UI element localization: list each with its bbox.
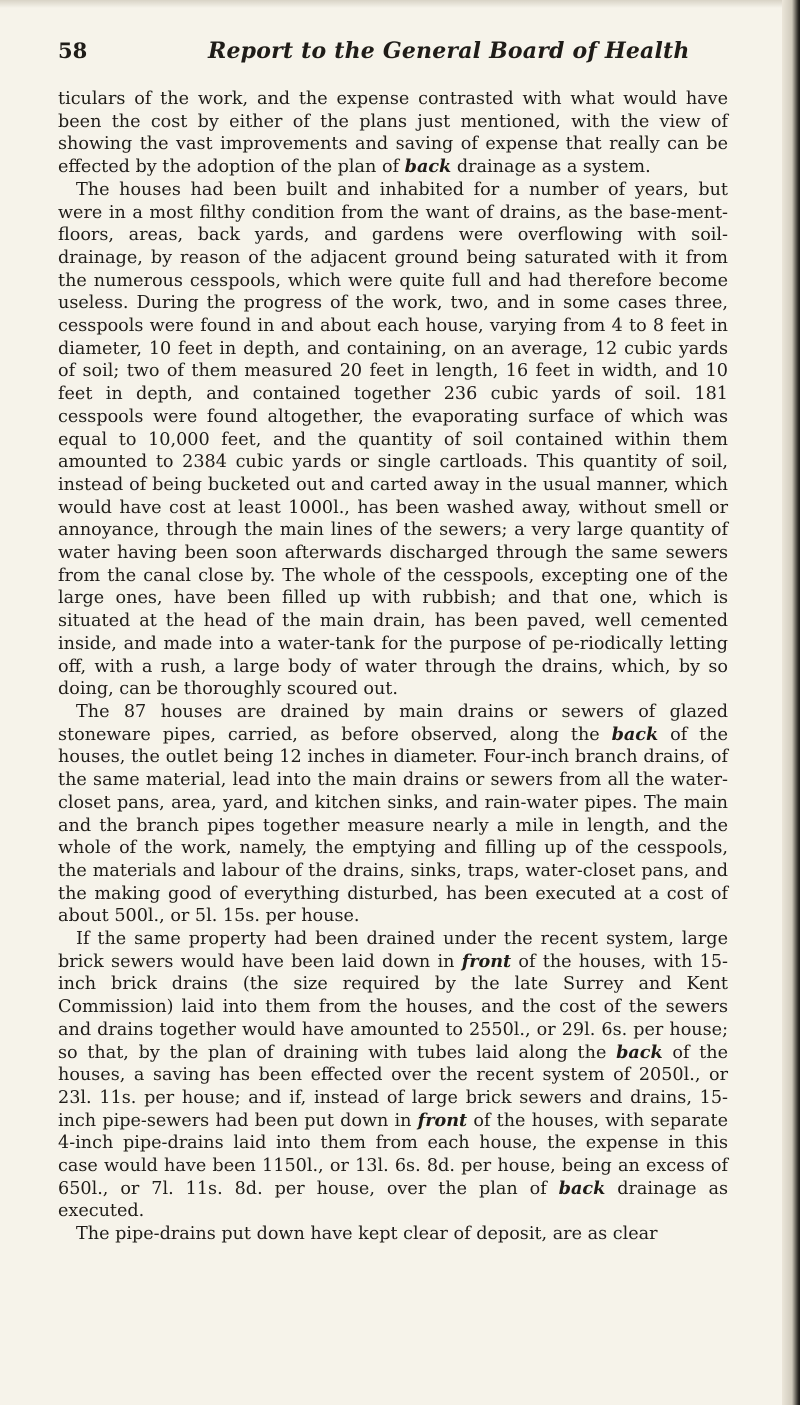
paragraph-4: [58, 928, 728, 1223]
paragraph-2: The houses had been built and inhabited for a number of years, but were in a most filthy condition from the want of drains, as the base-ment-floors, areas, back yards, and gardens were overflowing with soil-drainage, by reason of the adjacent ground being saturated with it from the numerous cesspools, which were quite full and had therefore become useless. During the progress of the work, two, and in some cases three, cesspools were found in and about each house, varying from 4 to 8 feet in diameter, 10 feet in depth, and containing, on an average, 12 cubic yards of soil; two of them measured 20 feet in length, 16 feet in width, and 10 feet in depth, and contained together 236 cubic yards of soil. 181 cesspools were found altogether, the evaporating surface of which was equal to 10,000 feet, and the quantity of soil contained within them amounted to 2384 cubic yards or single cartloads. This quantity of soil, instead of being bucketed out and carted away in the usual manner, which would have cost at least 1000l., has been washed away, without smell or annoyance, through the main lines of the sewers; a very large quantity of water having been soon afterwards discharged through the same sewers from the canal close by. The whole of the cesspools, excepting one of the large ones, have been filled up with rubbish; and that one, which is situated at the head of the main drain, has been paved, well cemented inside, and made into a water-tank for the purpose of pe-riodically letting off, with a rush, a large body of water through the drains, which, by so doing, can be thoroughly scoured out.: [58, 179, 728, 700]
paragraph-1-text-a: ticulars of the work, and the expense contrasted with what would have been the cost by either of the plans just mentioned, with the view of showing the vast improvements and saving of expense that really can be effected by the adoption of the plan of: [58, 89, 728, 178]
scan-binding-edge: [782, 0, 800, 1405]
paragraph-5: The pipe-drains put down have kept clear of deposit, are as clear: [76, 1224, 658, 1245]
paragraph-3-text-b: of the houses, the outlet being 12 inches in diameter. Four-inch branch drains, of the same material, lead into the main drains or sewers from all the water-closet pans, area, yard, and kitchen sinks, and rain-water pipes. The main and the branch pipes together measure nearly a mile in length, and the whole of the work, namely, the emptying and filling up of the cesspools, the materials and labour of the drains, sinks, traps, water-closet pans, and the making good of everything disturbed, has been executed at a cost of about 500l., or 5l. 15s. per house.: [58, 724, 728, 927]
page-body: [58, 88, 728, 1246]
paragraph-1-emphasis: back: [404, 156, 452, 178]
paragraph-4-emphasis-1: front: [461, 950, 512, 972]
paragraph-1-text-b: drainage as a system.: [451, 157, 651, 178]
scan-shadow-top: [0, 0, 800, 8]
running-title: Report to the General Board of Health: [208, 38, 690, 64]
page-number: 58: [58, 38, 88, 63]
paragraph-4-emphasis-2: back: [616, 1041, 663, 1063]
paragraph-4-text-b: of the houses, with 15-inch brick drains (the size required by the late Surrey and Kent Commission) laid into them from the houses, and the cost of the sewers and drains together would have amounted to 2550l., or 29l. 6s. per house; so that, by the plan of draining with tubes laid along the: [58, 951, 728, 1063]
paragraph-4-text-a: If the same property had been drained under the recent system, large brick sewers would have been laid down in: [58, 929, 728, 972]
page-header: [58, 38, 730, 72]
paragraph-4-text-e: drainage as executed.: [58, 1178, 728, 1222]
paragraph-4-text-d: of the houses, with separate 4-inch pipe-drains laid into them from each house, the expense in this case would have been 1150l., or 13l. 6s. 8d. per house, being an excess of 650l., or 7l. 11s. 8d. per house, over the plan of: [58, 1110, 728, 1199]
paragraph-3-text-a: The 87 houses are drained by main drains or sewers of glazed stoneware pipes, carried, as before observed, along the: [58, 701, 728, 745]
paragraph-4-text-c: of the houses, a saving has been effected over the recent system of 2050l., or 23l. 11s. per house; and if, instead of large brick sewers and drains, 15-inch pipe-sewers had been put down in: [58, 1042, 728, 1131]
paragraph-3-emphasis: back: [611, 723, 659, 745]
paragraph-4-emphasis-3: front: [417, 1109, 468, 1131]
paragraph-4-emphasis-4: back: [558, 1177, 606, 1199]
paragraph-1: [58, 88, 728, 179]
paragraph-3: [58, 701, 728, 928]
